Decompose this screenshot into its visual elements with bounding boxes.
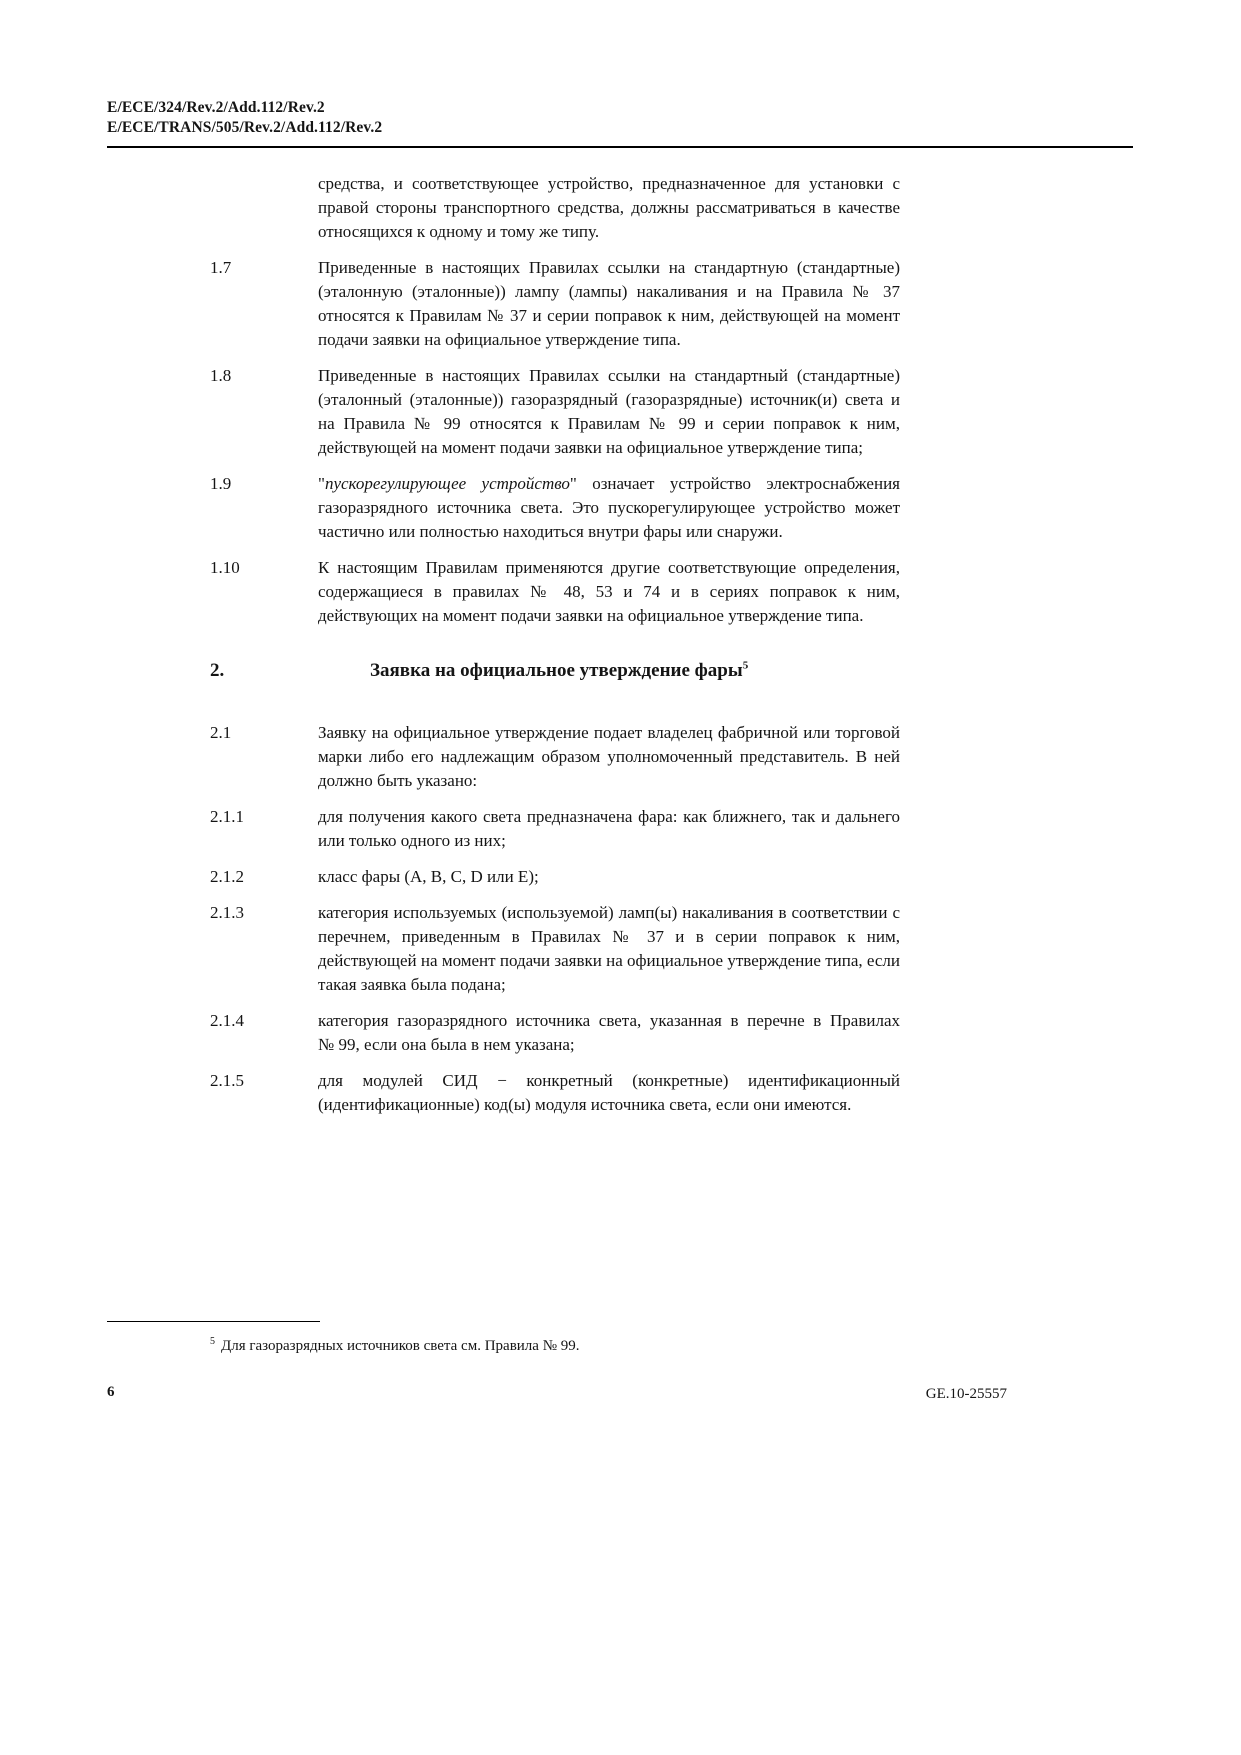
clause-text: категория используемых (используемой) ламп(ы) накаливания в соответствии с перечнем, приведенным в Правилах № 37 и в серии поправок к ним, действующей на момент подачи заявки на официальное утверждение типа, если такая заявка была подана; [318, 903, 900, 994]
footnote-text: Для газоразрядных источников света см. Правила № 99. [221, 1338, 580, 1354]
clause-number: 2.1.1 [210, 807, 244, 826]
clause-text: Заявку на официальное утверждение подает владелец фабричной или торговой марки либо его надлежащим образом уполномоченный представитель. В ней должно быть указано: [318, 723, 900, 790]
doc-symbol: GE.10-25557 [925, 1386, 1007, 1402]
clause-number: 2.1 [210, 723, 232, 742]
document-body [210, 172, 900, 1129]
paragraph-continuation [210, 172, 900, 244]
clause-number: 2.1.3 [210, 903, 244, 922]
clause-text: категория газоразрядного источника света, указанная в перечне в Правилах № 99, если она была в нем указана; [318, 1011, 900, 1054]
clause-1-10 [210, 556, 900, 628]
footnote-separator [107, 1321, 320, 1322]
clause-2-1-5 [210, 1069, 900, 1117]
document-header [107, 98, 382, 138]
clause-number: 2.1.5 [210, 1071, 244, 1090]
clause-number: 1.9 [210, 474, 232, 493]
quote-open: " [318, 474, 325, 493]
clause-number: 2.1.4 [210, 1011, 244, 1030]
clause-2-1-1 [210, 805, 900, 853]
footnote [210, 1336, 900, 1356]
clause-2-1-3 [210, 901, 900, 997]
section-number: 2. [210, 660, 225, 681]
clause-text [318, 472, 900, 544]
clause-text: К настоящим Правилам применяются другие соответствующие определения, содержащиеся в правилах № 48, 53 и 74 и в сериях поправок к ним, действующих на момент подачи заявки на официальное утверждение типа. [318, 558, 900, 625]
document-symbol-line-1: E/ECE/324/Rev.2/Add.112/Rev.2 [107, 99, 325, 116]
clause-text-rest: " означает устройство электроснабжения газоразрядного источника света. Это пускорегулирующее устройство может частично или полностью находиться внутри фары или снаружи. [318, 474, 900, 541]
header-divider [107, 146, 1133, 148]
clause-number: 1.10 [210, 558, 240, 577]
footnote-marker: 5 [210, 1336, 215, 1347]
clause-number: 1.8 [210, 366, 232, 385]
paragraph-text: средства, и соответствующее устройство, предназначенное для установки с правой стороны транспортного средства, должны рассматриваться в качестве относящихся к одному и тому же типу. [318, 174, 900, 241]
page-number: 6 [107, 1384, 115, 1400]
clause-1-9 [210, 472, 900, 544]
clause-2-1 [210, 721, 900, 793]
defined-term: пускорегулирующее устройство [324, 474, 570, 493]
document-symbol-line-2: E/ECE/TRANS/505/Rev.2/Add.112/Rev.2 [107, 119, 383, 136]
section-2-heading [210, 658, 900, 683]
clause-text: Приведенные в настоящих Правилах ссылки на стандартный (стандартные) (эталонный (эталонные)) газоразрядный (газоразрядные) источник(и) света и на Правила № 99 относятся к Правилам № 99 и серии поправок к ним, действующей на момент подачи заявки на официальное утверждение типа; [318, 366, 900, 457]
clause-number: 1.7 [210, 258, 232, 277]
clause-1-7 [210, 256, 900, 352]
clause-1-8 [210, 364, 900, 460]
clause-2-1-4 [210, 1009, 900, 1057]
section-title-text: Заявка на официальное утверждение фары [370, 660, 743, 681]
section-title [370, 658, 900, 683]
clause-text: Приведенные в настоящих Правилах ссылки на стандартную (стандартные) (эталонную (эталонные)) лампу (лампы) накаливания и на Правила № 37 относятся к Правилам № 37 и серии поправок к ним, действующей на момент подачи заявки на официальное утверждение типа. [318, 258, 900, 349]
clause-number: 2.1.2 [210, 867, 244, 886]
clause-2-1-2 [210, 865, 900, 889]
clause-text: для получения какого света предназначена фара: как ближнего, так и дальнего или только одного из них; [318, 807, 900, 850]
clause-text: класс фары (A, B, C, D или E); [318, 867, 539, 886]
footnote-reference: 5 [742, 659, 749, 672]
clause-text: для модулей СИД − конкретный (конкретные) идентификационный (идентификационные) код(ы) модуля источника света, если они имеются. [318, 1071, 900, 1114]
